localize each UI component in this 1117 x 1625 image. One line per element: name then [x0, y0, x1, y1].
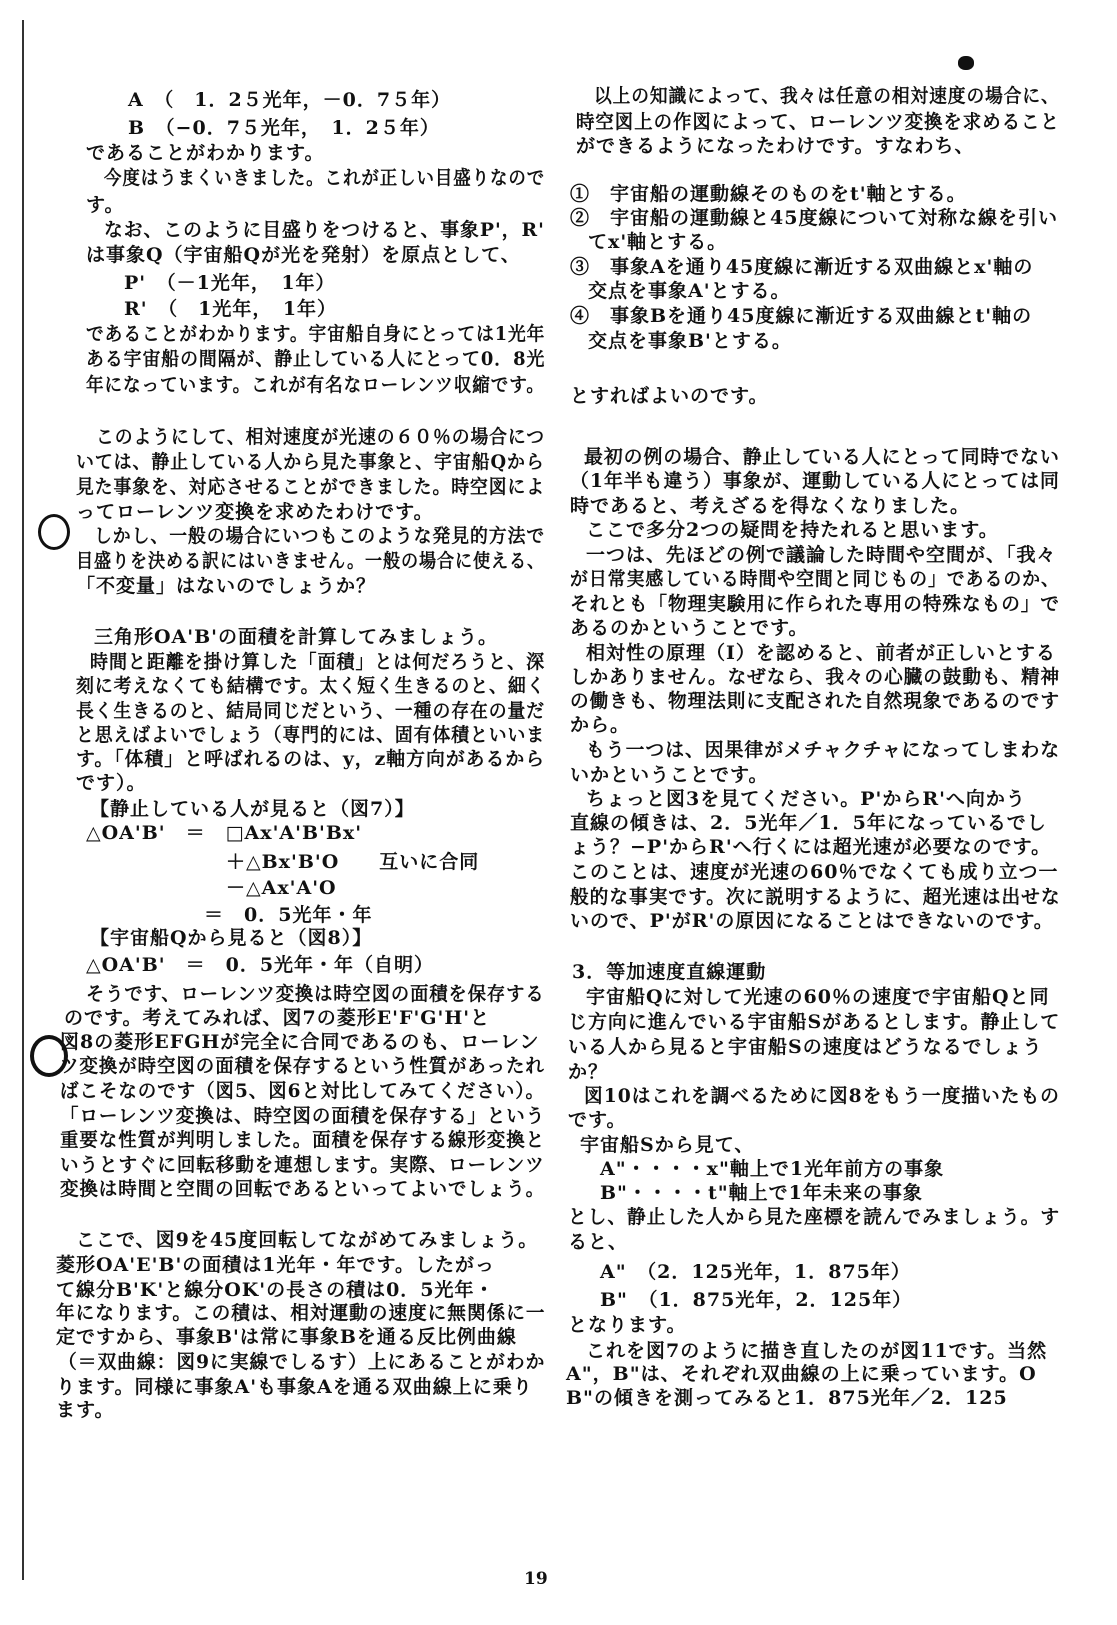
right-text-line: とし、静止した人から見た座標を読んでみましょう。す — [568, 1206, 1061, 1228]
left-text-line: ばこそなのです（図5、図6と対比してみてください）。 — [60, 1080, 545, 1102]
left-text-line: のです。考えてみれば、図7の菱形E'F'G'H'と — [64, 1007, 491, 1029]
right-text-line: ると、 — [568, 1231, 629, 1253]
left-text-line: 菱形OA'E'B'の面積は1光年・年です。したがっ — [56, 1254, 495, 1276]
left-text-line: △OA'B' ＝ □Ax'A'B'Bx' — [86, 822, 363, 844]
left-text-line: 時間と距離を掛け算した「面積」とは何だろうと、深 — [90, 651, 546, 673]
left-text-line: であることがわかります。 — [86, 142, 325, 164]
left-text-line: ある宇宙船の間隔が、静止している人にとって0．8光 — [86, 348, 546, 370]
left-text-line: 長く生きるのと、結局同じだという、一種の存在の量だ — [76, 700, 546, 722]
left-text-line: R' （ 1光年， 1年） — [124, 298, 338, 320]
right-text-line: もう一つは、因果律がメチャクチャになってしまわな — [586, 739, 1061, 761]
left-text-line: 「ローレンツ変換は、時空図の面積を保存する」という — [60, 1105, 546, 1127]
left-text-line: す。 — [86, 194, 125, 216]
right-text-line: しかありません。なぜなら、我々の心臓の鼓動も、精神 — [570, 666, 1061, 688]
right-text-line: から。 — [570, 714, 631, 736]
left-text-line: P' （－1光年， 1年） — [124, 272, 336, 294]
left-margin-rule — [22, 20, 24, 1580]
right-text-line: 以上の知識によって、我々は任意の相対速度の場合に、 — [594, 85, 1060, 107]
right-text-line: ができるようになったわけです。すなわち、 — [576, 135, 975, 157]
right-text-line: いる人から見ると宇宙船Sの速度はどうなるでしょう — [568, 1036, 1043, 1058]
left-text-line: 変換は時間と空間の回転であるといってよいでしょう。 — [60, 1178, 546, 1200]
right-text-line: B"・・・・t"軸上で1年未来の事象 — [600, 1182, 923, 1204]
left-text-line: そうです、ローレンツ変換は時空図の面積を保存する — [86, 983, 545, 1005]
right-text-line: 時であると、考えざるを得なくなりました。 — [570, 495, 971, 517]
right-text-line: （1年半も違う）事象が、運動している人にとっては同 — [570, 470, 1060, 492]
left-text-line: 刻に考えなくても結構です。太く短く生きるのと、細く — [76, 675, 546, 697]
left-text-line: しかし、一般の場合にいつもこのような発見的方法で — [94, 525, 546, 547]
left-text-line: A （ 1．2５光年，－0．7５年） — [128, 89, 452, 111]
left-text-line: 【静止している人が見ると（図7）】 — [90, 798, 415, 820]
right-text-line: か？ — [568, 1061, 609, 1083]
left-text-line: ＋△Bx'B'O 互いに合同 — [226, 851, 480, 873]
left-text-line: ＝ 0．5光年・年 — [204, 904, 373, 926]
right-text-line: です。 — [568, 1109, 627, 1131]
right-text-line: いかということです。 — [570, 764, 769, 786]
ink-blot — [958, 56, 974, 70]
left-text-line: なお、このように目盛りをつけると、事象P'，R' — [104, 219, 545, 241]
left-text-line: 年になっています。これが有名なローレンツ収縮です。 — [86, 374, 545, 396]
left-text-line: △OA'B' ＝ 0．5光年・年（自明） — [86, 954, 435, 976]
left-text-line: 【宇宙船Qから見ると（図8）】 — [90, 927, 373, 949]
right-text-line: B" （1．875光年，2．125年） — [600, 1289, 913, 1311]
left-text-line: いては、静止している人から見た事象と、宇宙船Qから — [76, 451, 545, 473]
left-text-line: 図8の菱形EFGHが完全に合同であるのも、ローレン — [60, 1031, 540, 1053]
right-text-line: ② 宇宙船の運動線と45度線について対称な線を引い — [570, 207, 1059, 229]
right-text-line: これを図7のように描き直したのが図11です。当然 — [586, 1340, 1048, 1362]
right-text-line: の働きも、物理法則に支配された自然現象であるのです — [570, 690, 1061, 712]
left-text-line: 重要な性質が判明しました。面積を保存する線形変換と — [60, 1129, 546, 1151]
right-text-line: となります。 — [568, 1314, 687, 1336]
left-text-line: ツ変換が時空図の面積を保存するという性質があったれ — [60, 1055, 545, 1077]
left-text-line: 見た事象を、対応させることができました。時空図によ — [76, 476, 546, 498]
right-text-line: とすればよいのです。 — [570, 385, 769, 407]
right-text-line: 図10はこれを調べるために図8をもう一度描いたもの — [584, 1085, 1060, 1107]
right-text-line: 直線の傾きは、2．5光年／1．5年になっているでし — [570, 812, 1047, 834]
left-text-line: です）。 — [76, 772, 147, 794]
right-text-line: 宇宙船Sから見て、 — [580, 1134, 755, 1156]
left-text-line: は事象Q（宇宙船Qが光を発射）を原点として、 — [86, 244, 521, 266]
right-text-line: じ方向に進んでいる宇宙船Sがあるとします。静止して — [568, 1011, 1061, 1033]
right-text-line: 交点を事象A'とする。 — [588, 280, 791, 302]
right-text-line: ちょっと図3を見てください。P'からR'へ向かう — [586, 788, 1026, 810]
right-text-line: 一つは、先ほどの例で議論した時間や空間が、「我々 — [586, 544, 1057, 566]
right-text-line: ④ 事象Bを通り45度線に漸近する双曲線とt'軸の — [570, 305, 1033, 327]
left-text-line: このようにして、相対速度が光速の６０％の場合につ — [96, 426, 546, 448]
left-text-line: （＝双曲線：図9に実線でしるす）上にあることがわか — [58, 1351, 546, 1373]
right-text-line: B"の傾きを測ってみると1．875光年／2．125 — [566, 1387, 1008, 1409]
left-text-line: いうとすぐに回転移動を連想します。実際、ローレンツ — [60, 1154, 545, 1176]
left-text-line: ます。 — [56, 1399, 115, 1421]
right-text-line: A"・・・・x"軸上で1光年前方の事象 — [600, 1158, 945, 1180]
right-text-line: あるのかということです。 — [570, 617, 809, 639]
right-text-line: A"，B"は、それぞれ双曲線の上に乗っています。O — [566, 1363, 1037, 1385]
right-text-line: てx'軸とする。 — [588, 231, 728, 253]
left-text-line: 定ですから、事象B'は常に事象Bを通る反比例曲線 — [56, 1326, 517, 1348]
right-text-line: いので、P'がR'の原因になることはできないのです。 — [570, 910, 1054, 932]
right-text-line: それとも「物理実験用に作られた専用の特殊なもの」で — [570, 593, 1061, 615]
right-text-line: ① 宇宙船の運動線そのものをt'軸とする。 — [570, 183, 967, 205]
right-text-line: 3．等加速度直線運動 — [572, 961, 767, 983]
right-text-line: 時空図上の作図によって、ローレンツ変換を求めること — [576, 111, 1060, 133]
left-text-line: ってローレンツ変換を求めたわけです。 — [76, 501, 434, 523]
left-text-line: －△Ax'A'O — [226, 877, 337, 899]
right-text-line: ょう？−P'からR'へ行くには超光速が必要なのです。 — [570, 836, 1052, 858]
right-text-line: A" （2．125光年，1．875年） — [600, 1261, 911, 1283]
left-text-line: であることがわかります。宇宙船自身にとっては1光年 — [86, 323, 546, 345]
left-text-line: 三角形OA'B'の面積を計算してみましょう。 — [94, 626, 498, 648]
left-text-line: 年になります。この積は、相対運動の速度に無関係に一 — [56, 1302, 546, 1324]
left-text-line: 「不変量」はないのでしょうか？ — [76, 575, 377, 597]
left-text-line: B （−0．7５光年， 1．2５年） — [128, 117, 440, 139]
left-text-line: ここで、図9を45度回転してながめてみましょう。 — [76, 1229, 539, 1251]
left-text-line: と思えばよいでしょう（専門的には、固有体積といいま — [76, 724, 546, 746]
binder-hole-mark — [38, 514, 70, 550]
right-text-line: このことは、速度が光速の60％でなくても成り立つ一 — [570, 861, 1059, 883]
page-number: 19 — [524, 1569, 548, 1589]
left-text-line: て線分B'K'と線分OK'の長さの積は0．5光年・ — [56, 1279, 495, 1301]
right-text-line: 宇宙船Qに対して光速の60％の速度で宇宙船Qと同 — [586, 986, 1050, 1008]
left-text-line: 今度はうまくいきました。これが正しい目盛りなので — [104, 167, 546, 189]
right-text-line: ③ 事象Aを通り45度線に漸近する双曲線とx'軸の — [570, 256, 1034, 278]
right-text-line: 交点を事象B'とする。 — [588, 330, 792, 352]
right-text-line: が日常実感している時間や空間と同じもの」であるのか、 — [570, 568, 1060, 590]
right-text-line: ここで多分2つの疑問を持たれると思います。 — [586, 519, 999, 541]
right-text-line: 般的な事実です。次に説明するように、超光速は出せな — [570, 886, 1061, 908]
left-text-line: 目盛りを決める訳にはいきません。一般の場合に使える、 — [76, 550, 546, 572]
right-text-line: 相対性の原理（I）を認めると、前者が正しいとする — [586, 642, 1056, 664]
right-text-line: 最初の例の場合、静止している人にとって同時でない — [584, 446, 1060, 468]
left-text-line: ります。同様に事象A'も事象Aを通る双曲線上に乗り — [56, 1376, 533, 1398]
left-text-line: す。「体積」と呼ばれるのは、y，z軸方向があるから — [76, 748, 546, 770]
